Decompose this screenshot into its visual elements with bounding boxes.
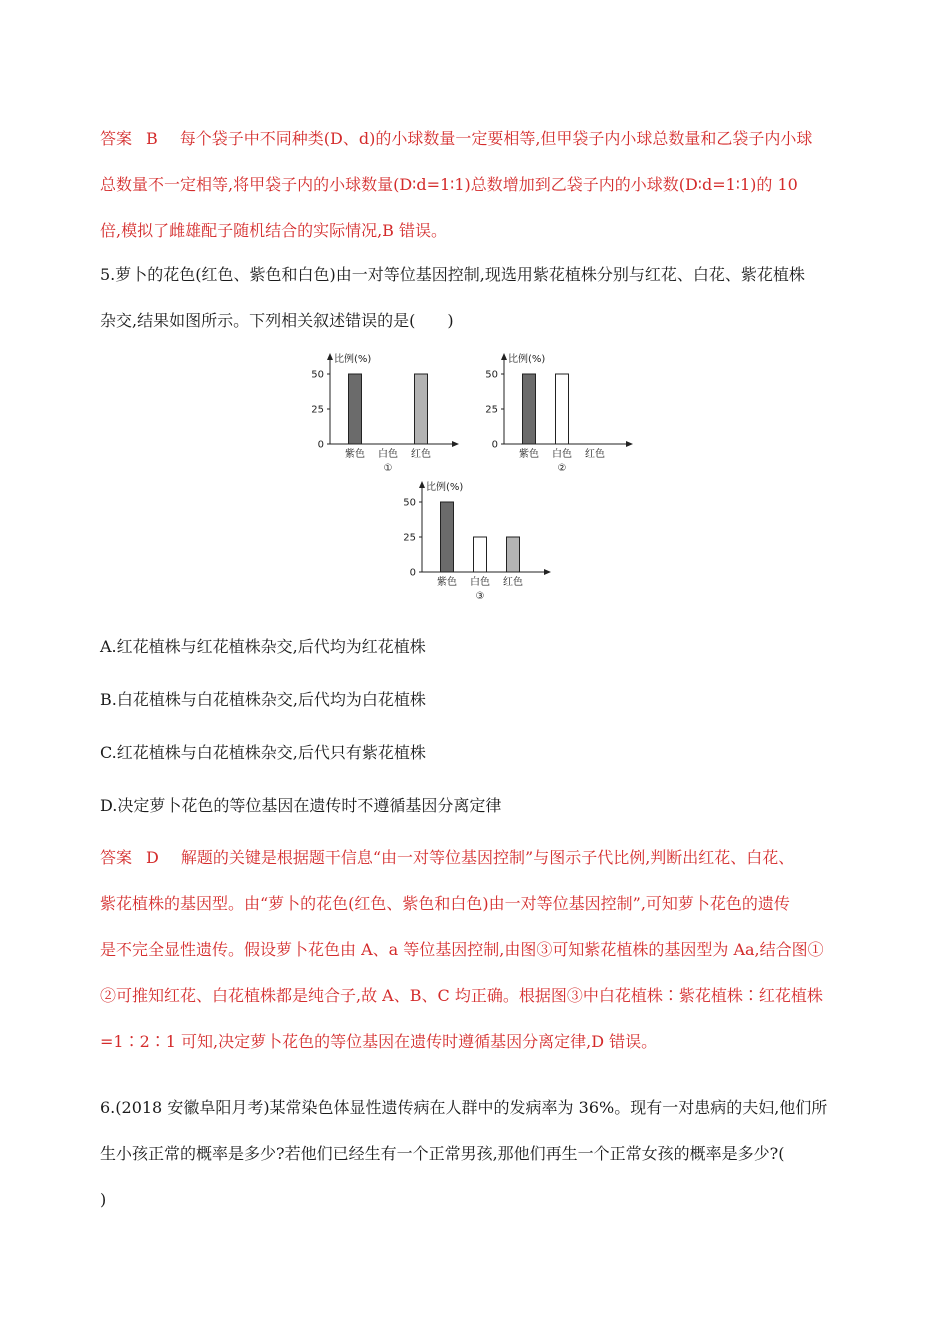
answer-5-line-4: ②可推知红花、白花植株都是纯合子,故 A、B、C 均正确。根据图③中白花植株∶紫花植株∶红花植株	[100, 986, 823, 1005]
bar	[415, 374, 428, 444]
y-tick-label: 50	[485, 369, 498, 381]
bar	[507, 537, 520, 572]
question-6-line-3: )	[100, 1190, 107, 1209]
chart-caption: ②	[557, 463, 567, 474]
x-tick-label: 红色	[585, 449, 605, 460]
option-c: C.红花植株与白花植株杂交,后代只有紫花植株	[100, 743, 426, 762]
x-axis-arrow	[452, 441, 459, 447]
x-tick-label: 红色	[411, 449, 431, 460]
x-tick-label: 紫色	[437, 577, 457, 588]
y-tick-label: 50	[311, 369, 324, 381]
x-tick-label: 紫色	[519, 449, 539, 460]
question-5-options	[100, 620, 860, 832]
bar	[556, 374, 569, 444]
x-tick-label: 紫色	[345, 449, 365, 460]
question-5-line-2: 杂交,结果如图所示。下列相关叙述错误的是( )	[100, 311, 454, 330]
y-axis-arrow	[327, 353, 333, 360]
answer-5	[100, 835, 860, 1065]
bar-chart-2	[482, 350, 642, 482]
y-tick-label: 0	[317, 439, 324, 451]
bar-chart-1-svg	[308, 350, 468, 478]
option-b: B.白花植株与白花植株杂交,后代均为白花植株	[100, 690, 426, 709]
x-axis-arrow	[626, 441, 633, 447]
answer-5-line-2: 紫花植株的基因型。由“萝卜的花色(红色、紫色和白色)由一对等位基因控制”,可知萝卜花色的遗传	[100, 894, 790, 913]
question-6-stem	[100, 1085, 860, 1223]
y-axis-arrow	[501, 353, 507, 360]
answer-letter: D	[146, 848, 159, 867]
question-5-line-1: 5.萝卜的花色(红色、紫色和白色)由一对等位基因控制,现选用紫花植株分别与红花、白花、紫花植株	[100, 265, 805, 284]
chart-caption: ①	[383, 463, 393, 474]
x-tick-label: 红色	[503, 577, 523, 588]
option-a: A.红花植株与红花植株杂交,后代均为红花植株	[100, 637, 426, 656]
y-tick-label: 0	[409, 567, 416, 579]
question-6-line-2: 生小孩正常的概率是多少?若他们已经生有一个正常男孩,那他们再生一个正常女孩的概率是多少?(	[100, 1144, 785, 1163]
answer-4-line-2: 总数量不一定相等,将甲袋子内的小球数量(D∶d=1∶1)总数增加到乙袋子内的小球数(D∶d=1∶1)的 10	[100, 175, 798, 194]
answer-label: 答案	[100, 129, 133, 148]
answer-5-line-3: 是不完全显性遗传。假设萝卜花色由 A、a 等位基因控制,由图③可知紫花植株的基因型为 Aa,结合图①	[100, 940, 824, 959]
x-axis-arrow	[544, 569, 551, 575]
y-axis-label: 比例(%)	[508, 354, 546, 365]
bar	[523, 374, 536, 444]
answer-4-line-3: 倍,模拟了雌雄配子随机结合的实际情况,B 错误。	[100, 221, 448, 240]
bar-chart-2-svg	[482, 350, 642, 478]
option-d: D.决定萝卜花色的等位基因在遗传时不遵循基因分离定律	[100, 796, 502, 815]
answer-5-line-5: =1∶2∶1 可知,决定萝卜花色的等位基因在遗传时遵循基因分离定律,D 错误。	[100, 1032, 658, 1051]
bar	[349, 374, 362, 444]
y-tick-label: 25	[311, 404, 324, 416]
y-axis-label: 比例(%)	[426, 482, 464, 493]
x-tick-label: 白色	[552, 449, 572, 460]
question-5-stem	[100, 252, 860, 344]
question-6-line-1: 6.(2018 安徽阜阳月考)某常染色体显性遗传病在人群中的发病率为 36%。现有一对患病的夫妇,他们所	[100, 1098, 828, 1117]
answer-5-line-1: 答案 D 解题的关键是根据题干信息“由一对等位基因控制”与图示子代比例,判断出红花、白花、	[100, 848, 795, 867]
answer-letter: B	[146, 129, 158, 148]
y-axis-label: 比例(%)	[334, 354, 372, 365]
y-axis-arrow	[419, 481, 425, 488]
answer-4	[100, 116, 860, 254]
bar-chart-3	[400, 478, 560, 610]
y-tick-label: 25	[403, 532, 416, 544]
y-tick-label: 0	[491, 439, 498, 451]
chart-caption: ③	[475, 591, 485, 602]
bar-chart-1	[308, 350, 468, 482]
y-tick-label: 25	[485, 404, 498, 416]
bar	[474, 537, 487, 572]
y-tick-label: 50	[403, 497, 416, 509]
answer-4-line-1: 答案 B 每个袋子中不同种类(D、d)的小球数量一定要相等,但甲袋子内小球总数量和乙袋子内小球	[100, 129, 813, 148]
answer-label: 答案	[100, 848, 133, 867]
bar-chart-3-svg	[400, 478, 560, 606]
x-tick-label: 白色	[378, 449, 398, 460]
x-tick-label: 白色	[470, 577, 490, 588]
bar	[441, 502, 454, 572]
